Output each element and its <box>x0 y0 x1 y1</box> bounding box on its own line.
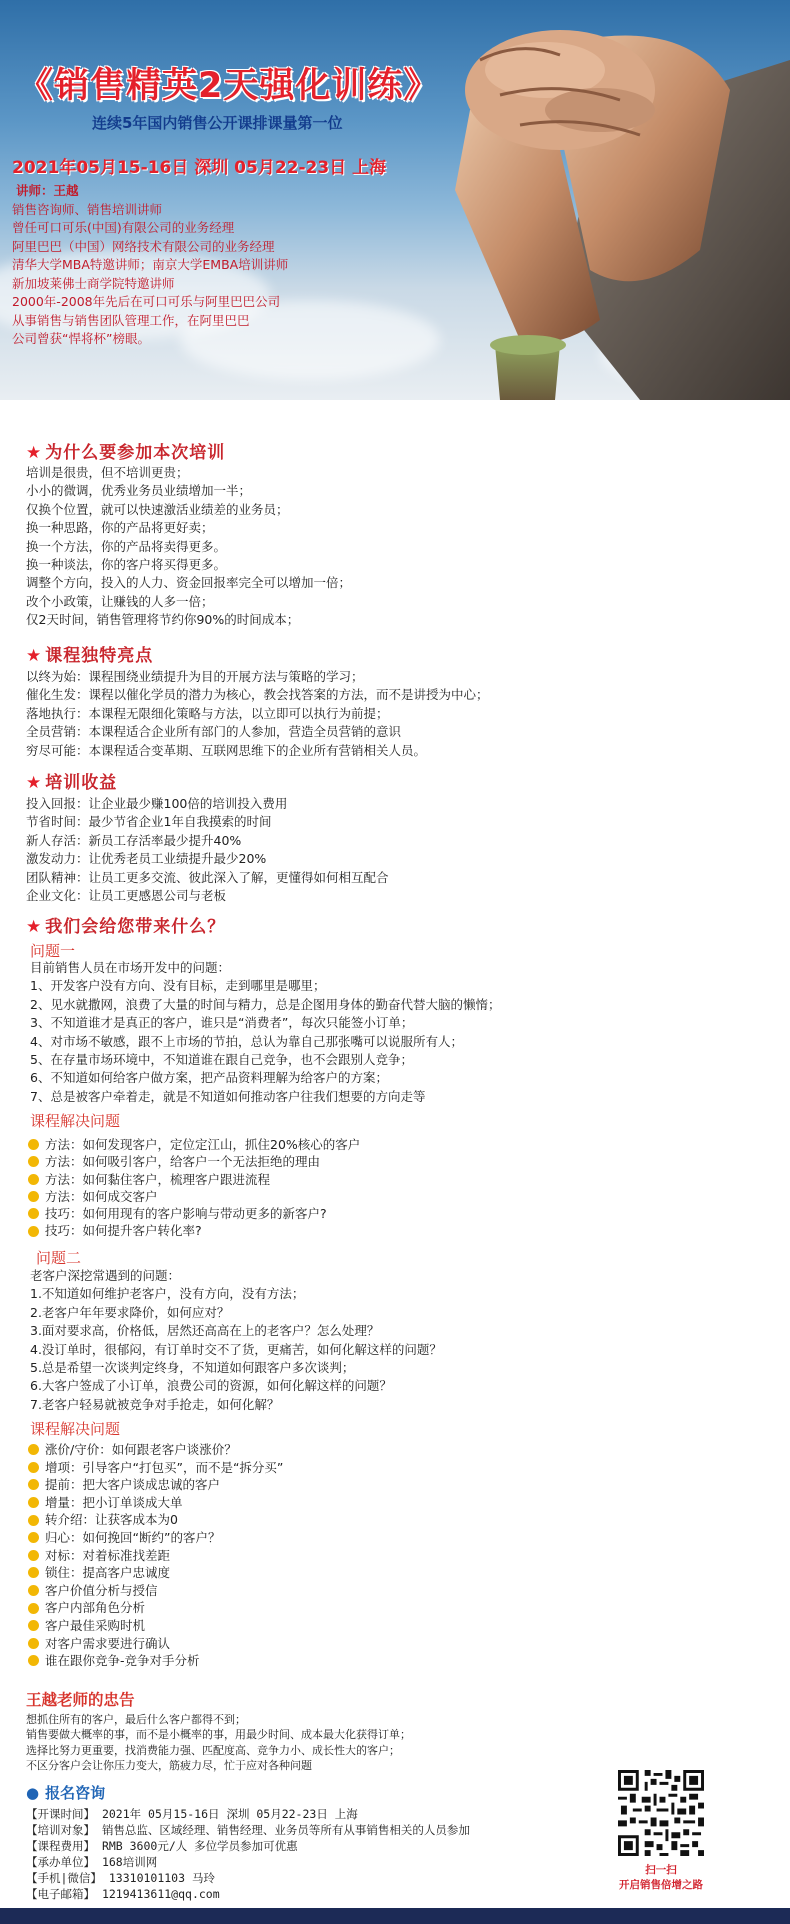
benefits-heading-text: 培训收益 <box>45 773 118 793</box>
why-list <box>26 464 351 630</box>
list-item <box>28 1171 360 1188</box>
qr-slogan: 开启销售倍增之路 <box>619 1879 703 1891</box>
lecturer-line: 曾任可口可乐(中国)有限公司的业务经理 <box>12 220 235 235</box>
star-icon: ★ <box>26 773 43 793</box>
list-item-text: 客户价值分析与授信 <box>45 1582 158 1598</box>
signup-heading <box>26 1782 105 1803</box>
star-icon: ★ <box>26 646 43 666</box>
list-item-text: 增项：引导客户“打包买”，而不是“拆分买” <box>45 1459 284 1475</box>
benefits-heading <box>26 768 117 793</box>
list-item <box>28 1652 283 1670</box>
list-item: 3、不知道谁才是真正的客户，谁只是“消费者”，每次只能签小订单； <box>30 1015 414 1031</box>
lecturer-line: 2000年-2008年先后在可口可乐与阿里巴巴公司 <box>12 294 281 309</box>
signup-row-label: 【承办单位】 <box>26 1855 95 1869</box>
list-item: 4.没订单时，很郁闷，有订单时交不了货，更痛苦，如何化解这样的问题？ <box>30 1341 442 1357</box>
problem-one-label: 问题一 <box>30 942 76 960</box>
lecturer-line: 新加坡莱佛士商学院特邀讲师 <box>12 275 175 291</box>
yellow-dot-icon <box>28 1444 39 1455</box>
lecturer-name: 讲师：王越 <box>16 183 79 198</box>
lecturer-line: 阿里巴巴（中国）网络技术有限公司的业务经理 <box>12 238 275 254</box>
list-item <box>28 1476 283 1494</box>
list-item: 企业文化：让员工更感恩公司与老板 <box>26 888 227 904</box>
list-item: 以终为始：课程围绕业绩提升为目的开展方法与策略的学习； <box>26 669 364 684</box>
hero-banner <box>0 0 790 400</box>
signup-row-label: 【开课时间】 <box>26 1807 95 1821</box>
solution-one-list <box>28 1136 360 1240</box>
list-item-text: 方法：如何黏住客户，梳理客户跟进流程 <box>45 1171 271 1187</box>
solution-two-label: 课程解决问题 <box>30 1420 121 1438</box>
list-item: 全员营销：本课程适合企业所有部门的人参加，营造全员营销的意识 <box>26 724 402 740</box>
list-item <box>28 1511 283 1529</box>
list-item: 换一个方法，你的产品将卖得更多。 <box>26 538 227 554</box>
yellow-dot-icon <box>28 1139 39 1150</box>
list-item: 新人存活：新员工存活率最少提升40% <box>26 832 242 848</box>
list-item: 换一种思路，你的产品将更好卖； <box>26 520 214 536</box>
yellow-dot-icon <box>28 1462 39 1473</box>
solution-one-label: 课程解决问题 <box>30 1112 121 1130</box>
signup-row-label: 【培训对象】 <box>26 1823 95 1837</box>
yellow-dot-icon <box>28 1532 39 1543</box>
list-item: 7.老客户轻易就被竞争对手抢走，如何化解？ <box>30 1396 280 1412</box>
list-item: 投入回报：让企业最少赚100倍的培训投入费用 <box>26 796 288 811</box>
list-item: 激发动力：让优秀老员工业绩提升最少20% <box>26 851 267 867</box>
list-item: 2、见水就撒网，浪费了大量的时间与精力，总是企图用身体的勤奋代替大脑的懒惰； <box>30 996 501 1012</box>
list-item: 2.老客户年年要求降价，如何应对？ <box>30 1304 230 1320</box>
list-item: 不区分客户会让你压力变大，筋疲力尽，忙于应对各种问题 <box>26 1759 312 1773</box>
course-dates: 2021年05月15-16日 深圳 05月22-23日 上海 <box>12 158 387 178</box>
list-item: 落地执行：本课程无限细化策略与方法，以立即可以执行为前提； <box>26 705 389 721</box>
list-item-text: 谁在跟你竞争-竞争对手分析 <box>45 1653 200 1669</box>
list-item <box>28 1136 360 1153</box>
problem-one-list <box>30 959 500 1106</box>
list-item: 选择比努力更重要，找消费能力强、匹配度高、竞争力小、成长性大的客户； <box>26 1743 400 1757</box>
signup-row <box>26 1854 470 1870</box>
signup-info <box>26 1806 470 1902</box>
blue-dot-icon: ● <box>26 1784 40 1802</box>
list-item-text: 对标：对着标准找差距 <box>45 1547 171 1563</box>
list-item: 调整个方向，投入的人力、资金回报率完全可以增加一倍； <box>26 575 352 591</box>
list-item: 换一种谈法，你的客户将买得更多。 <box>26 557 227 573</box>
star-icon: ★ <box>26 443 43 463</box>
list-item <box>28 1222 360 1239</box>
highlights-heading-text: 课程独特亮点 <box>45 646 154 666</box>
signup-row <box>26 1822 470 1838</box>
yellow-dot-icon <box>28 1208 39 1219</box>
yellow-dot-icon <box>28 1497 39 1508</box>
signup-row-value: RMB 3600元/人 多位学员参加可优惠 <box>101 1839 298 1853</box>
yellow-dot-icon <box>28 1174 39 1185</box>
list-item <box>28 1188 360 1205</box>
footer-bar <box>0 1908 790 1924</box>
list-item <box>28 1635 283 1653</box>
yellow-dot-icon <box>28 1585 39 1596</box>
list-item <box>28 1617 283 1635</box>
list-item-text: 客户最佳采购时机 <box>45 1617 146 1633</box>
list-item-text: 转介绍：让获客成本为0 <box>45 1512 178 1528</box>
list-item: 目前销售人员在市场开发中的问题： <box>30 960 231 975</box>
list-item: 培训是很贵，但不培训更贵； <box>26 465 189 480</box>
list-item-text: 技巧：如何提升客户转化率? <box>45 1223 202 1239</box>
list-item: 改个小政策，让赚钱的人多一倍； <box>26 593 214 609</box>
lecturer-bio <box>12 182 288 349</box>
signup-row <box>26 1870 470 1886</box>
yellow-dot-icon <box>28 1655 39 1666</box>
list-item: 仅2天时间，销售管理将节约你90%的时间成本； <box>26 612 300 628</box>
signup-row <box>26 1838 470 1854</box>
list-item: 小小的微调，优秀业务员业绩增加一半； <box>26 483 252 499</box>
lecturer-line: 清华大学MBA特邀讲师；南京大学EMBA培训讲师 <box>12 257 289 272</box>
list-item <box>28 1599 283 1617</box>
list-item-text: 涨价/守价：如何跟老客户谈涨价？ <box>45 1442 237 1457</box>
list-item <box>28 1441 283 1459</box>
list-item: 5、在存量市场环境中，不知道谁在跟自己竞争，也不会跟别人竞争； <box>30 1052 413 1068</box>
why-heading-text: 为什么要参加本次培训 <box>45 443 226 463</box>
signup-row <box>26 1806 470 1822</box>
signup-row-value: 销售总监、区域经理、销售经理、业务员等所有从事销售相关的人员参加 <box>101 1823 470 1837</box>
list-item <box>28 1459 283 1477</box>
phone-wechat-value[interactable]: 13310101103 马玲 <box>108 1871 215 1885</box>
list-item <box>28 1582 283 1600</box>
list-item: 1、开发客户没有方向、没有目标，走到哪里是哪里； <box>30 978 326 994</box>
list-item <box>28 1205 360 1222</box>
list-item: 节省时间：最少节省企业1年自我摸索的时间 <box>26 814 272 830</box>
yellow-dot-icon <box>28 1603 39 1614</box>
yellow-dot-icon <box>28 1620 39 1631</box>
list-item <box>28 1153 360 1170</box>
course-title: 《销售精英2天强化训练》 <box>18 66 440 106</box>
list-item: 团队精神：让员工更多交流、彼此深入了解，更懂得如何相互配合 <box>26 869 389 885</box>
signup-row <box>26 1886 470 1902</box>
solution-two-list <box>28 1441 283 1670</box>
highlights-heading <box>26 641 153 666</box>
list-item-text: 方法：如何发现客户，定位定江山，抓住20%核心的客户 <box>45 1137 361 1152</box>
list-item: 1.不知道如何维护老客户，没有方向，没有方法； <box>30 1286 305 1302</box>
list-item: 催化生发：课程以催化学员的潜力为核心，教会找答案的方法，而不是讲授为中心； <box>26 687 489 703</box>
yellow-dot-icon <box>28 1479 39 1490</box>
list-item-text: 技巧：如何用现有的客户影响与带动更多的新客户? <box>45 1206 327 1222</box>
yellow-dot-icon <box>28 1638 39 1649</box>
list-item: 4、对市场不敏感，跟不上市场的节拍，总认为靠自己那张嘴可以说服所有人； <box>30 1033 463 1049</box>
list-item-text: 提前：把大客户谈成忠诚的客户 <box>45 1477 221 1493</box>
lecturer-line: 销售咨询师、销售培训讲师 <box>12 201 163 217</box>
list-item: 5.总是希望一次谈判定终身，不知道如何跟客户多次谈判； <box>30 1360 355 1376</box>
lecturer-line: 从事销售与销售团队管理工作，在阿里巴巴 <box>12 312 250 328</box>
signup-row-label: 【课程费用】 <box>26 1839 95 1853</box>
qr-code-icon[interactable] <box>618 1770 704 1856</box>
list-item: 7、总是被客户牵着走，就是不知道如何推动客户往我们想要的方向走等 <box>30 1088 426 1104</box>
list-item-text: 客户内部角色分析 <box>45 1600 146 1616</box>
list-item: 6、不知道如何给客户做方案，把产品资料理解为给客户的方案； <box>30 1070 388 1086</box>
email-value[interactable]: 1219413611@qq.com <box>101 1887 220 1901</box>
signup-row-label: 【电子邮箱】 <box>26 1887 95 1901</box>
lecturer-line: 公司曾获“悍将杯”榜眼。 <box>12 331 150 346</box>
list-item-text: 归心：如何挽回“断约”的客户？ <box>45 1529 221 1545</box>
list-item <box>28 1547 283 1565</box>
advice-heading: 王越老师的忠告 <box>26 1691 135 1709</box>
star-icon: ★ <box>26 917 43 937</box>
list-item-text: 增量：把小订单谈成大单 <box>45 1494 183 1510</box>
yellow-dot-icon <box>28 1567 39 1578</box>
bring-heading-text: 我们会给您带来什么？ <box>45 917 226 937</box>
yellow-dot-icon <box>28 1550 39 1561</box>
signup-heading-text: 报名咨询 <box>45 1784 106 1802</box>
highlights-list <box>26 668 489 760</box>
why-heading <box>26 438 225 463</box>
list-item <box>28 1494 283 1512</box>
yellow-dot-icon <box>28 1226 39 1237</box>
list-item-text: 锁住：提高客户忠诚度 <box>45 1565 171 1581</box>
list-item-text: 方法：如何成交客户 <box>45 1188 158 1204</box>
bring-heading <box>26 912 225 937</box>
yellow-dot-icon <box>28 1515 39 1526</box>
advice-list <box>26 1712 411 1774</box>
problem-two-list <box>30 1267 442 1414</box>
list-item <box>28 1529 283 1547</box>
signup-row-label: 【手机|微信】 <box>26 1871 102 1885</box>
signup-row-value: 168培训网 <box>101 1855 158 1869</box>
signup-row-value: 2021年 05月15-16日 深圳 05月22-23日 上海 <box>101 1807 358 1821</box>
yellow-dot-icon <box>28 1191 39 1202</box>
problem-two-label: 问题二 <box>36 1249 82 1267</box>
benefits-list <box>26 795 389 905</box>
list-item-text: 对客户需求要进行确认 <box>45 1635 171 1651</box>
list-item: 仅换个位置，就可以快速激活业绩差的业务员； <box>26 501 289 517</box>
list-item: 3.面对要求高，价格低，居然还高高在上的老客户？怎么处理？ <box>30 1323 380 1339</box>
list-item <box>28 1564 283 1582</box>
list-item-text: 方法：如何吸引客户，给客户一个无法拒绝的理由 <box>45 1154 321 1170</box>
list-item: 穷尽可能：本课程适合变革期、互联网思维下的企业所有营销相关人员。 <box>26 742 427 758</box>
list-item: 想抓住所有的客户，最后什么客户都得不到； <box>26 1713 246 1726</box>
list-item: 6.大客户签成了小订单，浪费公司的资源，如何化解这样的问题？ <box>30 1378 392 1394</box>
qr-caption: 扫一扫 <box>645 1864 677 1876</box>
yellow-dot-icon <box>28 1156 39 1167</box>
course-subtitle: 连续5年国内销售公开课排课量第一位 <box>92 114 343 132</box>
list-item: 销售要做大概率的事，而不是小概率的事，用最少时间、成本最大化获得订单； <box>26 1728 411 1742</box>
list-item: 老客户深挖常遇到的问题： <box>30 1268 181 1283</box>
